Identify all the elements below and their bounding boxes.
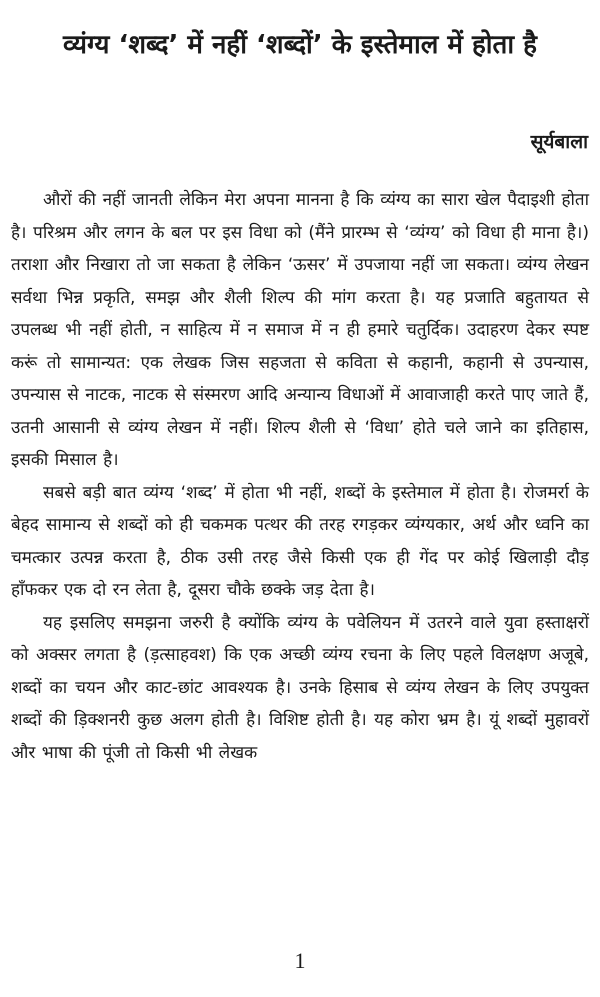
body-text (11, 184, 589, 769)
author-name: सूर्यबाला (530, 131, 588, 153)
page-number: 1 (294, 948, 306, 973)
paragraph: यह इसलिए समझना जरुरी है क्योंकि व्यंग्य के पवेलियन में उतरने वाले युवा हस्ताक्षरों को अक्सर लगता है (ड़त्साहवश) कि एक अच्छी व्यंग्य रचना के लिए पहले विलक्षण अजूबे, शब्दों का चयन और काट-छांट आवश्यक है। उनके हिसाब से व्यंग्य लेखन के लिए उपयुक्त शब्दों की ड़िक्शनरी कुछ अलग होती है। विशिष्ट होती है। यह कोरा भ्रम है। यूं शब्दों मुहावरों और भाषा की पूंजी तो किसी भी लेखक (11, 612, 589, 763)
paragraph: औरों की नहीं जानती लेकिन मेरा अपना मानना है कि व्यंग्य का सारा खेल पैदाइशी होता है। परिश्रम और लगन के बल पर इस विधा को (मैंने प्रारम्भ से ‘व्यंग्य’ को विधा ही माना है।) तराशा और निखारा तो जा सकता है लेकिन ‘ऊसर’ में उपजाया नहीं जा सकता। व्यंग्य लेखन सर्वथा भिन्न प्रकृति, समझ और शैली शिल्प की मांग करता है। यह प्रजाति बहुतायत से उपलब्ध भी नहीं होती, न साहित्य में न समाज में न ही हमारे चतुर्दिक। उदाहरण देकर स्पष्ट करूं तो सामान्यत: एक लेखक जिस सहजता से कविता से कहानी, कहानी से उपन्यास, उपन्यास से नाटक, नाटक से संस्मरण आदि अन्यान्य विधाओं में आवाजाही करते पाए जाते हैं, उतनी आसानी से व्यंग्य लेखन में नहीं। शिल्प शैली से ‘विधा’ होते चले जाने का इतिहास, इसकी मिसाल है। (11, 190, 589, 470)
paragraph: सबसे बड़ी बात व्यंग्य ‘शब्द’ में होता भी नहीं, शब्दों के इस्तेमाल में होता है। रोजमर्रा के बेहद सामान्य से शब्दों को ही चकमक पत्थर की तरह रगड़कर व्यंग्यकार, अर्थ और ध्वनि का चमत्कार उत्पन्न करता है, ठीक उसी तरह जैसे किसी एक ही गेंद पर कोई खिलाड़ी दौड़ हाँफकर एक दो रन लेता है, दूसरा चौके छक्के जड़ देता है। (11, 482, 589, 600)
chapter-title: व्यंग्य ‘शब्द’ में नहीं ‘शब्दों’ के इस्तेमाल में होता है (63, 30, 537, 60)
